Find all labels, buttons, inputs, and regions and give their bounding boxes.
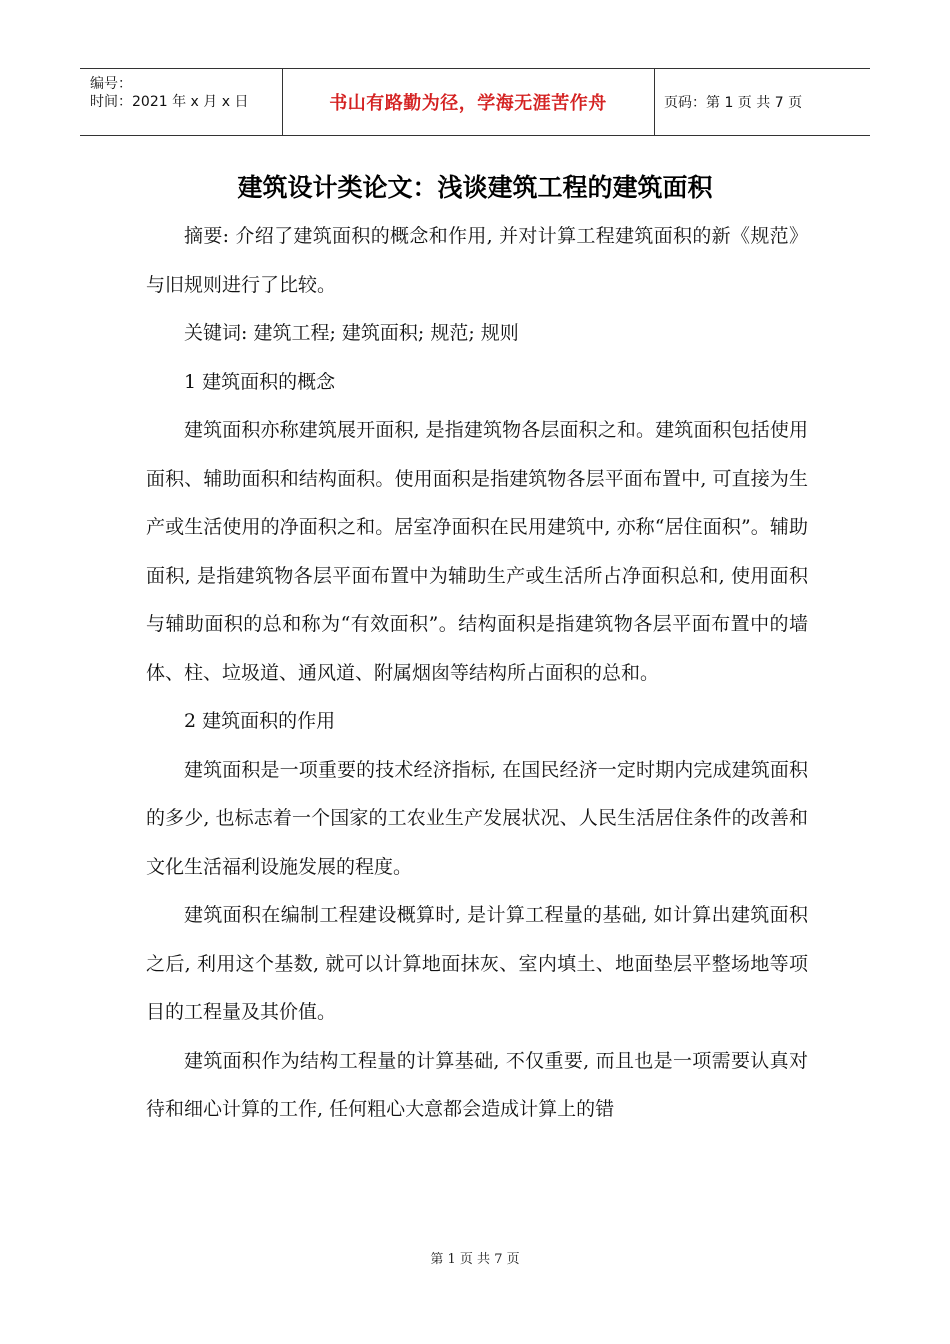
- header-motto-cell: [282, 69, 655, 135]
- header-page-cell: [654, 69, 870, 135]
- header-meta-cell: [80, 69, 283, 135]
- document-body: [146, 212, 808, 1134]
- body-paragraph: 建筑面积在编制工程建设概算时, 是计算工程量的基础, 如计算出建筑面积之后, 利用这个基数, 就可以计算地面抹灰、室内填土、地面垫层平整场地等项目的工程量及其价值。: [146, 904, 808, 1023]
- keywords-paragraph: 关键词: 建筑工程; 建筑面积; 规范; 规则: [184, 322, 519, 344]
- section-heading-2: 2 建筑面积的作用: [184, 710, 336, 732]
- document-number-label: 编号：: [90, 76, 132, 92]
- document-header: [80, 68, 870, 136]
- page-footer: 第 1 页 共 7 页: [430, 1252, 520, 1267]
- document-date: 时间：2021 年 x 月 x 日: [90, 94, 249, 110]
- body-paragraph: 建筑面积是一项重要的技术经济指标, 在国民经济一定时期内完成建筑面积的多少, 也标志着一个国家的工农业生产发展状况、人民生活居住条件的改善和文化生活福利设施发展的程度。: [146, 758, 808, 878]
- body-paragraph: 建筑面积亦称建筑展开面积, 是指建筑物各层面积之和。建筑面积包括使用面积、辅助面积和结构面积。使用面积是指建筑物各层平面布置中, 可直接为生产或生活使用的净面积之和。居室净面积在民用建筑中, 亦称“居住面积”。辅助面积, 是指建筑物各层平面布置中为辅助生产或生活所占净面积总和, 使用面积与辅助面积的总和称为“有效面积”。结构面积是指建筑物各层平面布置中的墙体、柱、垃圾道、通风道、附属烟囱等结构所占面积的总和。: [146, 419, 808, 684]
- body-paragraph: 建筑面积作为结构工程量的计算基础, 不仅重要, 而且也是一项需要认真对待和细心计算的工作, 任何粗心大意都会造成计算上的错: [146, 1049, 808, 1120]
- document-title: 建筑设计类论文：浅谈建筑工程的建筑面积: [237, 173, 713, 202]
- header-motto: 书山有路勤为径，学海无涯苦作舟: [329, 93, 607, 114]
- section-heading-1: 1 建筑面积的概念: [184, 370, 336, 393]
- abstract-paragraph: 摘要: 介绍了建筑面积的概念和作用, 并对计算工程建筑面积的新《规范》与旧规则进行了比较。: [146, 225, 808, 296]
- header-page-info: 页码：第 1 页 共 7 页: [664, 95, 803, 111]
